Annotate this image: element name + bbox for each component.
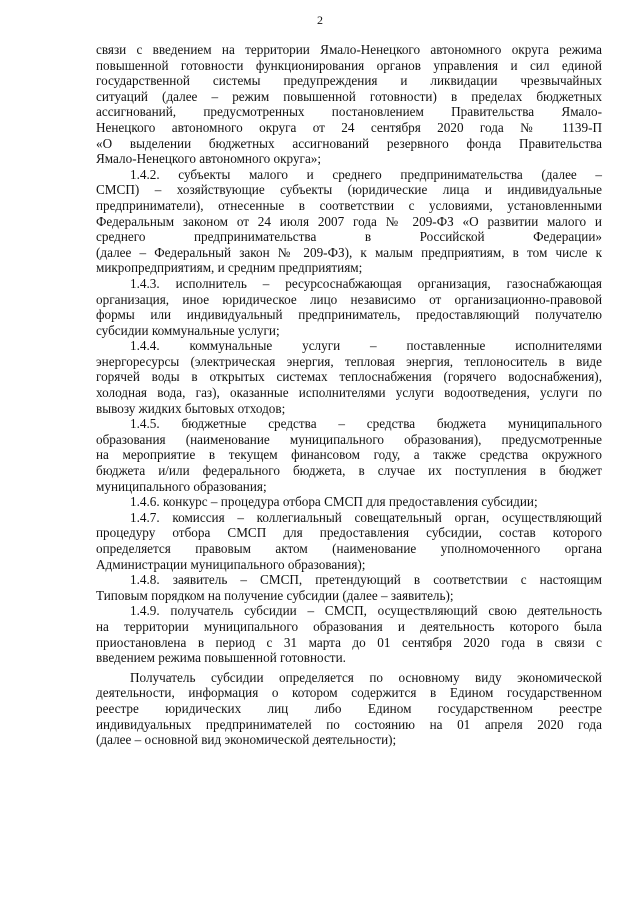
text-line: бюджета и/или федерального бюджета, в случае их поступления в бюджет xyxy=(96,463,602,479)
text-line: повышенной готовности функционирования органов управления и сил единой xyxy=(96,57,602,73)
paragraph xyxy=(96,338,602,416)
text-line: субсидии коммунальные услуги; xyxy=(96,322,280,338)
text-line: (далее – Федеральный закон № 209-ФЗ), к малым предприятиям, в том числе к xyxy=(96,244,602,260)
text-line: формы или индивидуальный предприниматель, предоставляющий получателю xyxy=(96,307,602,323)
text-line: реестре юридических лиц либо Едином государственном реестре xyxy=(96,700,602,716)
paragraph xyxy=(96,416,602,494)
paragraph xyxy=(96,603,602,665)
text-line: 1.4.8. заявитель – СМСП, претендующий в соответствии с настоящим xyxy=(130,572,602,588)
paragraph xyxy=(96,276,602,338)
text-line: определяется правовым актом (наименование уполномоченного органа xyxy=(96,541,602,556)
text-line: ассигнований, предусмотренных постановлением Правительства Ямало- xyxy=(96,104,602,120)
text-line: муниципального образования; xyxy=(96,478,267,494)
text-line: Администрации муниципального образования); xyxy=(96,556,366,572)
paragraph xyxy=(96,42,602,167)
text-line: Ненецкого автономного округа от 24 сентября 2020 года № 1139-П xyxy=(96,119,602,135)
text-line: среднего предпринимательства в Российской Федерации» xyxy=(96,229,602,245)
text-line: 1.4.2. субъекты малого и среднего предпринимательства (далее – xyxy=(130,166,602,182)
text-line: СМСП) – хозяйствующие субъекты (юридические лица и индивидуальные xyxy=(96,182,602,198)
page-number: 2 xyxy=(317,13,323,27)
text-line: Федеральным законом от 24 июля 2007 года № 209-ФЗ «О развитии малого и xyxy=(96,213,602,229)
text-line: (далее – основной вид экономической деятельности); xyxy=(96,732,397,748)
text-line: организация, иное юридическое лицо независимо от организационно-правовой xyxy=(96,291,602,307)
paragraph xyxy=(96,572,602,603)
text-line: предприниматели), отнесенные в соответствии с условиями, установленными xyxy=(96,197,602,213)
text-line: микропредприятиям, и средним предприятиям; xyxy=(96,260,363,276)
text-line: вывозу жидких бытовых отходов; xyxy=(96,400,286,416)
text-line: связи с введением на территории Ямало-Ненецкого автономного округа режима xyxy=(96,42,602,57)
paragraph xyxy=(96,670,602,748)
paragraph xyxy=(96,510,602,572)
text-line: 1.4.9. получатель субсидии – СМСП, осуществляющий свою деятельность xyxy=(130,603,602,619)
text-line: 1.4.5. бюджетные средства – средства бюджета муниципального xyxy=(130,416,602,432)
text-line: 1.4.7. комиссия – коллегиальный совещательный орган, осуществляющий xyxy=(130,509,602,525)
text-line: 1.4.3. исполнитель – ресурсоснабжающая организация, газоснабжающая xyxy=(130,275,602,291)
text-line: 1.4.4. коммунальные услуги – поставленные исполнителями xyxy=(130,338,602,354)
text-line: Ямало-Ненецкого автономного округа»; xyxy=(96,151,322,167)
text-line: процедуру отбора СМСП для предоставления субсидии, состав которого xyxy=(96,525,602,541)
document-body xyxy=(96,42,602,748)
text-line: индивидуальных предпринимателей по состоянию на 01 апреля 2020 года xyxy=(96,716,602,732)
text-line: государственной системы предупреждения и ликвидации чрезвычайных xyxy=(96,73,602,89)
text-line: 1.4.6. конкурс – процедура отбора СМСП для предоставления субсидии; xyxy=(130,494,538,510)
text-line: холодная вода, газ), оказанные исполнителями услуги водоотведения, услуги по xyxy=(96,385,602,401)
text-line: Типовым порядком на получение субсидии (далее – заявитель); xyxy=(96,587,454,603)
text-line: образования (наименование муниципального образования), предусмотренные xyxy=(96,431,602,447)
text-line: энергоресурсы (электрическая энергия, тепловая энергия, теплоноситель в виде xyxy=(96,353,602,369)
paragraph xyxy=(96,167,602,276)
text-line: ситуаций (далее – режим повышенной готовности) в пределах бюджетных xyxy=(96,88,602,104)
paragraph xyxy=(96,494,602,510)
text-line: приостановлена в период с 31 марта до 01 сентября 2020 года в связи с xyxy=(96,634,602,650)
text-line: деятельности, информация о котором содержится в Едином государственном xyxy=(96,685,602,701)
text-line: «О выделении бюджетных ассигнований резервного фонда Правительства xyxy=(96,135,602,151)
text-line: Получатель субсидии определяется по основному виду экономической xyxy=(130,669,602,685)
text-line: на территории муниципального образования и деятельность которого была xyxy=(96,618,602,634)
text-line: введением режима повышенной готовности. xyxy=(96,650,346,666)
text-line: горячей воды в открытых системах теплоснабжения (горячего водоснабжения), xyxy=(96,369,602,385)
text-line: на мероприятие в текущем финансовом году, а также средства окружного xyxy=(96,447,602,463)
